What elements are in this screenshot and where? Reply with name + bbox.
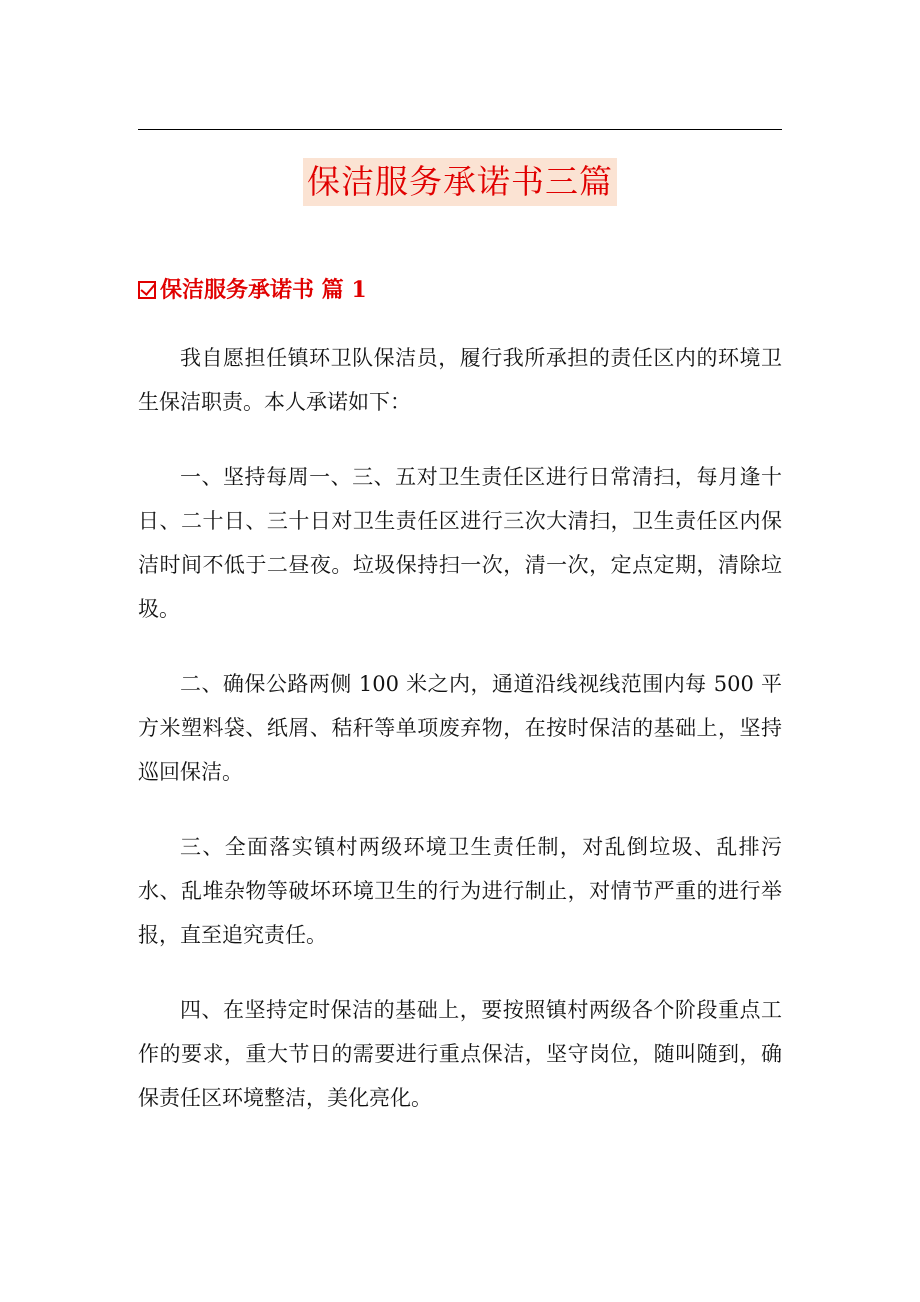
section-heading-text: 保洁服务承诺书 篇 1 [160, 277, 367, 303]
paragraph-intro: 我自愿担任镇环卫队保洁员，履行我所承担的责任区内的环境卫生保洁职责。本人承诺如下： [138, 346, 782, 414]
paragraph-item-1: 一、坚持每周一、三、五对卫生责任区进行日常清扫，每月逢十日、二十日、三十日对卫生责任区进行三次大清扫，卫生责任区内保洁时间不低于二昼夜。垃圾保持扫一次，清一次，定点定期，清除垃圾。 [138, 465, 782, 621]
paragraph-item-4: 四、在坚持定时保洁的基础上，要按照镇村两级各个阶段重点工作的要求，重大节日的需要进行重点保洁，坚守岗位，随叫随到，确保责任区环境整洁，美化亮化。 [138, 998, 782, 1110]
document-body [138, 336, 782, 1151]
title-container [0, 158, 920, 206]
section-heading [138, 272, 367, 308]
header-rule [138, 129, 782, 130]
paragraph-item-2: 二、确保公路两侧 100 米之内，通道沿线视线范围内每 500 平方米塑料袋、纸屑、秸秆等单项废弃物，在按时保洁的基础上，坚持巡回保洁。 [138, 672, 782, 784]
document-title: 保洁服务承诺书三篇 [303, 158, 617, 206]
checkbox-icon [138, 281, 156, 299]
paragraph-item-3: 三、全面落实镇村两级环境卫生责任制，对乱倒垃圾、乱排污水、乱堆杂物等破坏环境卫生的行为进行制止，对情节严重的进行举报，直至追究责任。 [138, 835, 782, 947]
